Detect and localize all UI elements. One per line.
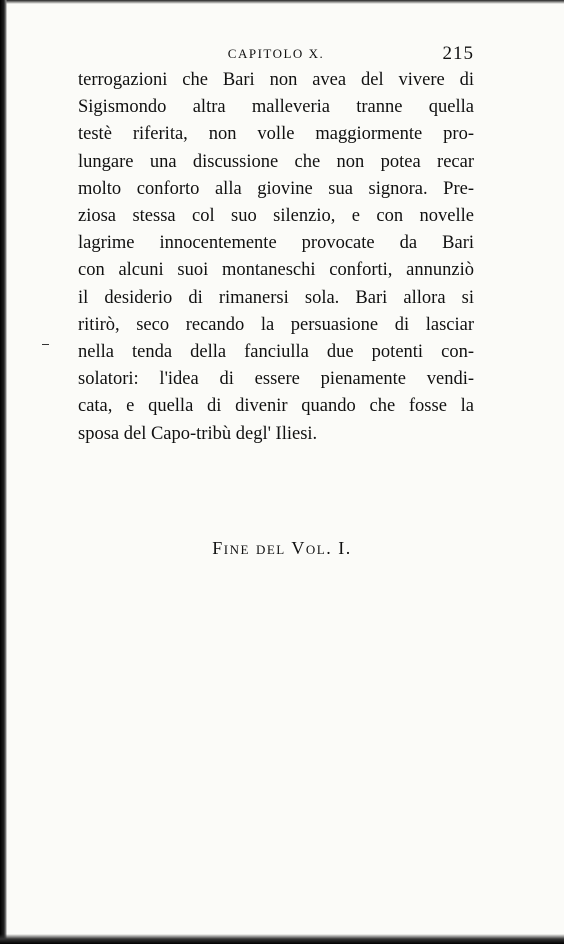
text-line: cata, e quella di divenir quando che fosse la	[78, 396, 474, 417]
page-bottom-edge	[0, 934, 564, 944]
text-line: il desiderio di rimanersi sola. Bari allora si	[78, 287, 474, 308]
page-top-edge	[0, 0, 564, 4]
body-text	[78, 67, 474, 448]
text-line: lagrime innocentemente provocate da Bari	[78, 233, 474, 254]
chapter-heading: CAPITOLO X.	[227, 46, 325, 61]
text-line: ritirò, seco recando la persuasione di lasciar	[78, 314, 474, 335]
text-line: lungare una discussione che non potea recar	[78, 151, 474, 172]
running-head	[78, 43, 474, 65]
end-of-volume-note: Fine del Vol. I.	[212, 538, 352, 558]
text-line: Sigismondo altra malleveria tranne quella	[78, 97, 474, 118]
page-left-edge	[0, 0, 7, 944]
text-line: sposa del Capo-tribù degl' Iliesi.	[78, 423, 318, 444]
margin-mark	[42, 344, 49, 345]
text-line: terrogazioni che Bari non avea del vivere di	[78, 70, 474, 90]
text-line: nella tenda della fanciulla due potenti con-	[78, 342, 474, 363]
text-line: solatori: l'idea di essere pienamente vendi-	[78, 369, 474, 390]
text-line: testè riferita, non volle maggiormente pro-	[78, 124, 474, 145]
text-line: con alcuni suoi montaneschi conforti, annunziò	[78, 260, 474, 281]
text-line: ziosa stessa col suo silenzio, e con novelle	[78, 206, 474, 227]
text-line: molto conforto alla giovine sua signora. Pre-	[78, 178, 474, 199]
page-number: 215	[442, 43, 474, 64]
